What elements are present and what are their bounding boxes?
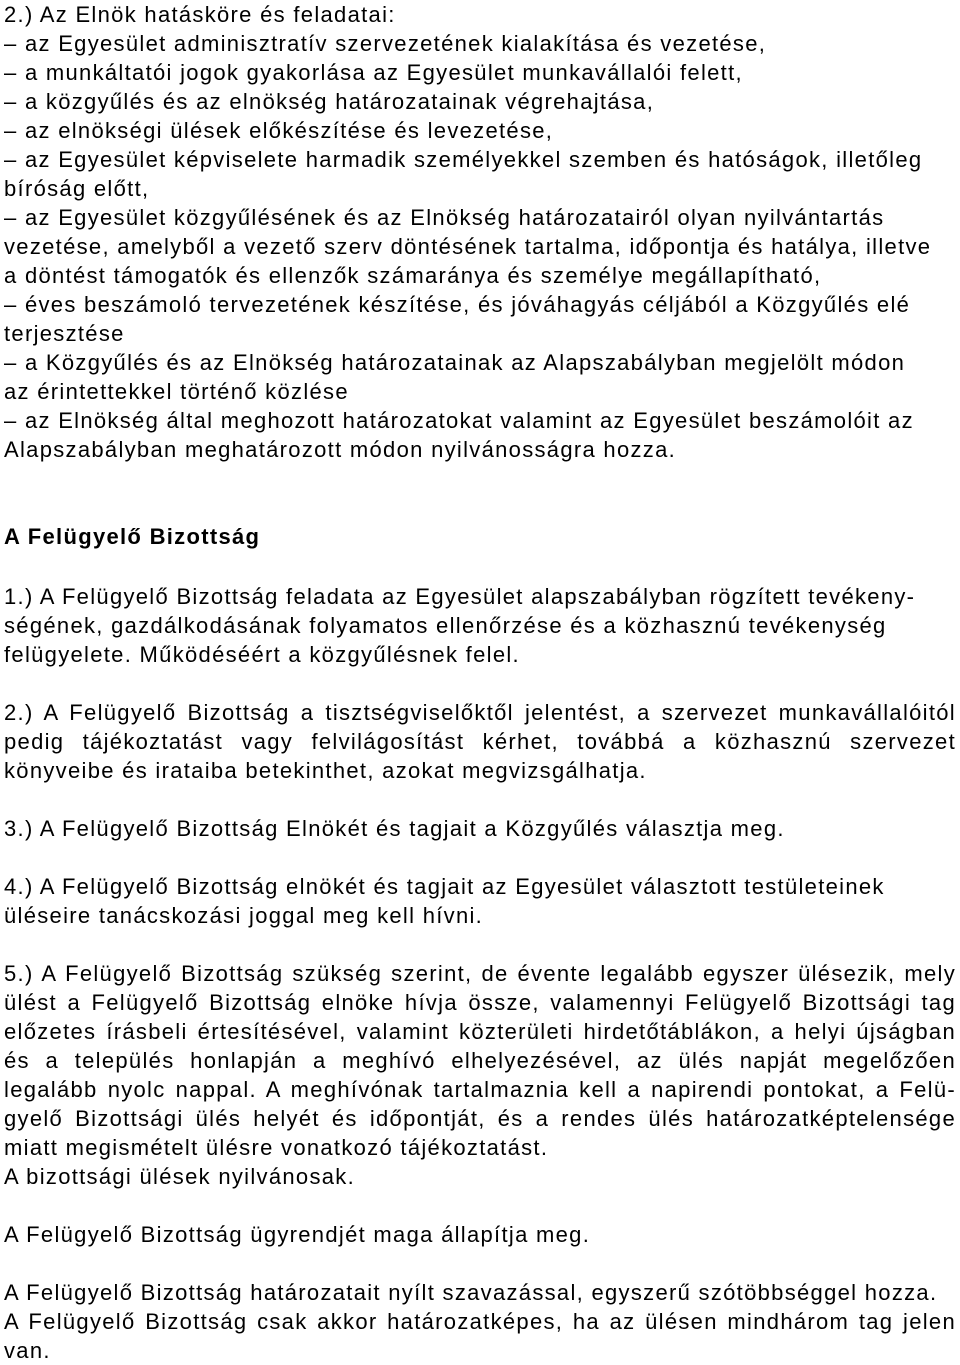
paragraph-line: 1.) A Felügyelő Bizottság feladata az Egyesület alapszabályban rögzített tevékeny- <box>4 584 916 609</box>
paragraph-line: 3.) A Felügyelő Bizottság Elnökét és tagjait a Közgyűlés választja meg. <box>4 816 785 841</box>
section-heading: A Felügyelő Bizottság <box>4 524 261 549</box>
paragraph-line: ülést a Felügyelő Bizottság elnöke hívja össze, valamennyi Felügyelő Bizottsági tag <box>4 990 956 1015</box>
elnok-line: – az Egyesület képviselete harmadik személyekkel szemben és hatóságok, illetőleg <box>4 147 923 172</box>
paragraph-5 <box>4 959 956 1191</box>
paragraph-line: 5.) A Felügyelő Bizottság szükség szerint, de évente legalább egyszer ülésezik, mely <box>4 961 956 986</box>
paragraph-line: üléseire tanácskozási joggal meg kell hívni. <box>4 903 484 928</box>
paragraph-line: 4.) A Felügyelő Bizottság elnökét és tagjait az Egyesület választott testületeinek <box>4 874 885 899</box>
spacer <box>4 464 956 493</box>
spacer <box>4 1249 956 1278</box>
paragraph-line: A bizottsági ülések nyilvánosak. <box>4 1164 355 1189</box>
paragraph-line: A Felügyelő Bizottság határozatait nyílt szavazással, egyszerű szótöbbséggel hozza. <box>4 1280 938 1305</box>
paragraph-line: felügyelete. Működéséért a közgyűlésnek felel. <box>4 642 520 667</box>
elnok-line: Alapszabályban meghatározott módon nyilvánosságra hozza. <box>4 437 677 462</box>
elnok-line: – az Elnökség által meghozott határozatokat valamint az Egyesület beszámolóit az <box>4 408 914 433</box>
paragraph-line: A Felügyelő Bizottság ügyrendjét maga állapítja meg. <box>4 1222 591 1247</box>
elnok-line: bíróság előtt, <box>4 176 150 201</box>
paragraph-4 <box>4 872 956 930</box>
spacer <box>4 785 956 814</box>
paragraph-2 <box>4 698 956 785</box>
elnok-line: – a Közgyűlés és az Elnökség határozatainak az Alapszabályban megjelölt módon <box>4 350 906 375</box>
paragraph-line: A Felügyelő Bizottság csak akkor határozatképes, ha az ülésen mindhárom tag jelen <box>4 1309 956 1334</box>
elnok-line: 2.) Az Elnök hatásköre és feladatai: <box>4 2 396 27</box>
paragraph-line: könyveibe és irataiba betekinthet, azokat megvizsgálhatja. <box>4 758 647 783</box>
paragraph-line: gyelő Bizottsági ülés helyét és időpontját, és a rendes ülés határozatképtelensége <box>4 1106 956 1131</box>
elnok-line: terjesztése <box>4 321 125 346</box>
paragraph-line: ségének, gazdálkodásának folyamatos ellenőrzése és a közhasznú tevékenység <box>4 613 887 638</box>
elnok-line: a döntést támogatók és ellenzők számaránya és személye megállapítható, <box>4 263 822 288</box>
spacer <box>4 930 956 959</box>
paragraph-line: és a település honlapján a meghívó elhelyezésével, az ülés napját megelőzően <box>4 1048 956 1073</box>
spacer <box>4 1191 956 1220</box>
paragraph-line: pedig tájékoztatást vagy felvilágosítást kérhet, továbbá a közhasznú szervezet <box>4 729 956 754</box>
elnok-line: – az Egyesület közgyűlésének és az Elnökség határozatairól olyan nyilvántartás <box>4 205 885 230</box>
paragraph-7 <box>4 1278 956 1365</box>
spacer <box>4 493 956 522</box>
spacer <box>4 843 956 872</box>
paragraph-line: miatt megismételt ülésre vonatkozó tájékoztatást. <box>4 1135 549 1160</box>
elnok-line: vezetése, amelyből a vezető szerv döntésének tartalma, időpontja és hatálya, illetve <box>4 234 932 259</box>
paragraph-6 <box>4 1220 956 1249</box>
paragraph-3 <box>4 814 956 843</box>
document-page <box>4 0 956 1365</box>
paragraph-1 <box>4 582 956 669</box>
paragraph-line: legalább nyolc nappal. A meghívónak tartalmaznia kell a napirendi pontokat, a Felü- <box>4 1077 956 1102</box>
elnok-line: – a közgyűlés és az elnökség határozatainak végrehajtása, <box>4 89 655 114</box>
elnok-line: – éves beszámoló tervezetének készítése, és jóváhagyás céljából a Közgyűlés elé <box>4 292 911 317</box>
elnok-line: – az elnökségi ülések előkészítése és levezetése, <box>4 118 554 143</box>
elnok-line: – az Egyesület adminisztratív szervezetének kialakítása és vezetése, <box>4 31 767 56</box>
elnok-line: az érintettekkel történő közlése <box>4 379 349 404</box>
paragraph-line: van. <box>4 1338 51 1363</box>
paragraph-line: előzetes írásbeli értesítésével, valamint közterületi hirdetőtáblákon, a helyi újságban <box>4 1019 956 1044</box>
spacer <box>4 553 956 582</box>
elnok-line: – a munkáltatói jogok gyakorlása az Egyesület munkavállalói felett, <box>4 60 743 85</box>
paragraph-line: 2.) A Felügyelő Bizottság a tisztségviselőktől jelentést, a szervezet munkavállalóitól <box>4 700 956 725</box>
spacer <box>4 669 956 698</box>
elnok-section <box>4 0 956 464</box>
